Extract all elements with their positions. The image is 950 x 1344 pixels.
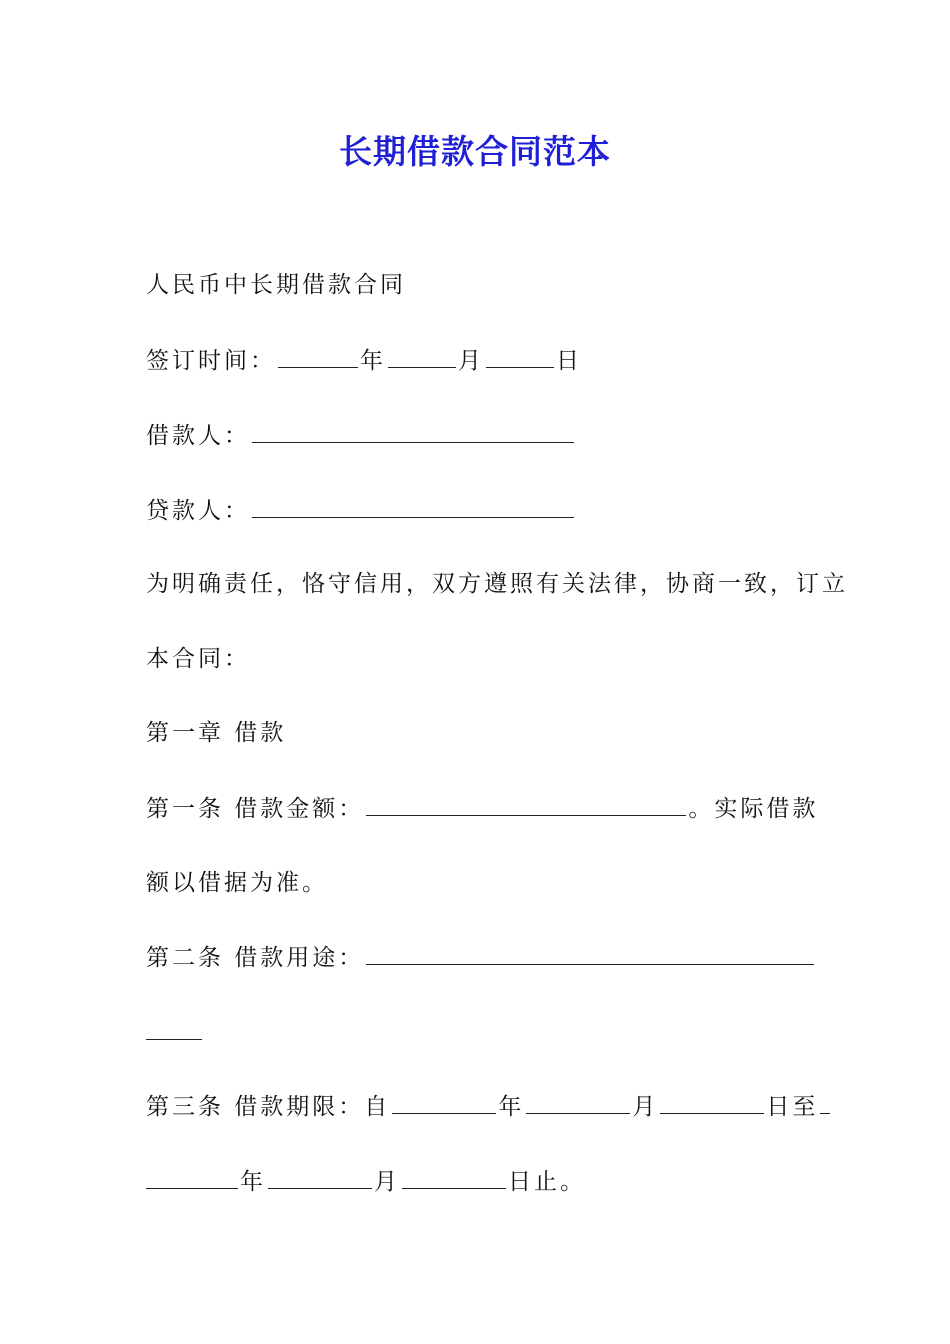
preamble-line-2: 本合同： <box>146 646 250 672</box>
sign-time-label: 签订时间： <box>146 348 276 374</box>
start-year-blank[interactable] <box>392 1089 496 1114</box>
article-3-continuation <box>146 1164 806 1199</box>
borrower-blank[interactable] <box>252 418 574 443</box>
sign-time-line <box>146 343 806 378</box>
article-3-line <box>146 1089 819 1124</box>
lender-label: 贷款人： <box>146 498 250 524</box>
borrower-label: 借款人： <box>146 423 250 449</box>
article-2-label: 第二条 借款用途： <box>146 945 365 971</box>
loan-purpose-blank[interactable] <box>366 940 814 965</box>
article-1-tail: 。实际借款 <box>688 796 819 822</box>
end-month-label: 月 <box>374 1169 400 1195</box>
day-to-label: 日至 <box>766 1094 819 1120</box>
article-1-label: 第一条 借款金额： <box>146 796 365 822</box>
start-month-label: 月 <box>632 1094 659 1120</box>
preamble-line-1: 为明确责任，恪守信用，双方遵照有关法律，协商一致，订立 <box>146 571 848 597</box>
end-year-blank-start[interactable] <box>820 1089 830 1114</box>
lender-blank[interactable] <box>252 493 574 518</box>
article-1-continuation: 额以借据为准。 <box>146 870 328 896</box>
day-end-label: 日止。 <box>508 1169 586 1195</box>
contract-name: 人民币中长期借款合同 <box>146 272 406 298</box>
year-label: 年 <box>360 348 386 374</box>
month-blank[interactable] <box>388 343 456 368</box>
chapter-1-heading: 第一章 借款 <box>146 720 287 746</box>
document-title: 长期借款合同范本 <box>339 132 611 171</box>
start-year-label: 年 <box>498 1094 525 1120</box>
loan-amount-blank[interactable] <box>366 791 686 816</box>
end-day-blank[interactable] <box>402 1164 506 1189</box>
end-month-blank[interactable] <box>268 1164 372 1189</box>
year-blank[interactable] <box>278 343 358 368</box>
borrower-line <box>146 418 806 453</box>
article-2-continuation <box>146 1015 806 1050</box>
lender-line <box>146 493 806 528</box>
month-label: 月 <box>458 348 484 374</box>
loan-purpose-blank-cont[interactable] <box>146 1015 202 1040</box>
end-year-blank[interactable] <box>146 1164 238 1189</box>
article-2-line <box>146 940 806 975</box>
day-blank[interactable] <box>486 343 554 368</box>
end-year-label: 年 <box>240 1169 266 1195</box>
start-day-blank[interactable] <box>660 1089 764 1114</box>
start-month-blank[interactable] <box>526 1089 630 1114</box>
article-3-label: 第三条 借款期限：自 <box>146 1094 391 1120</box>
day-label: 日 <box>556 348 582 374</box>
article-1-line <box>146 791 819 826</box>
